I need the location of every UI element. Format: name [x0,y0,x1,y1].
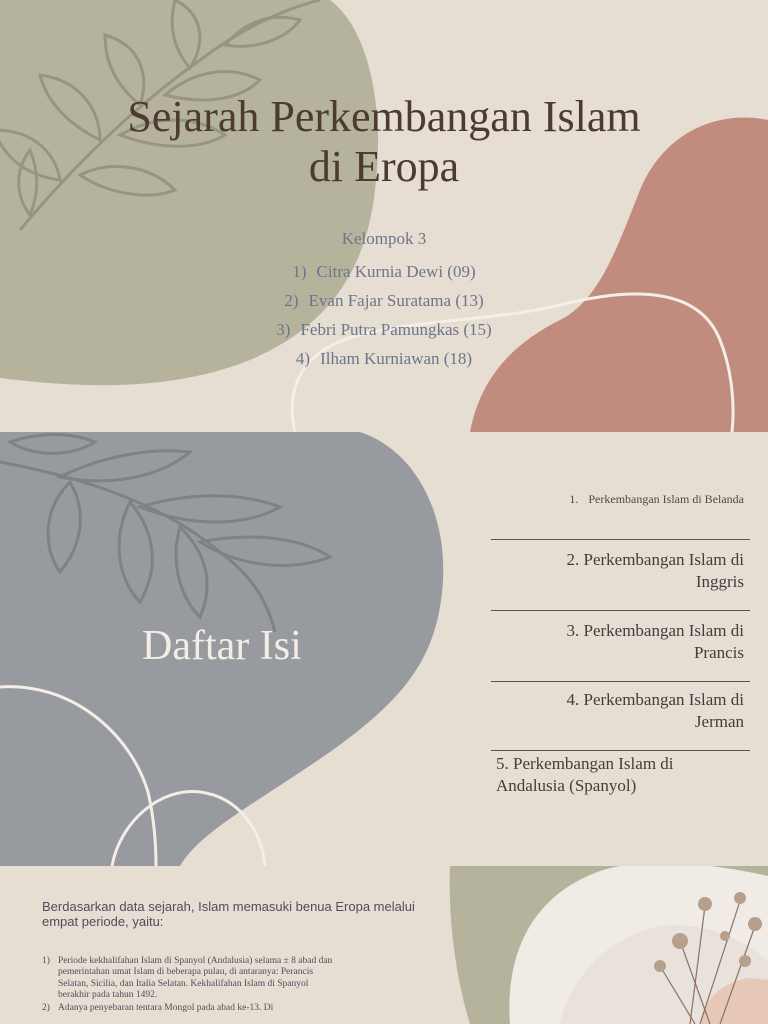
toc-item-2 [514,549,744,593]
member-number: 2) [284,291,299,310]
period-text: Adanya penyebaran tentara Mongol pada abad ke-13. Di [58,1002,274,1013]
period-item [42,956,342,1002]
toc-item-line: 3. Perkembangan Islam di [566,621,744,640]
member-number: 4) [295,349,311,368]
table-of-contents-slide [0,432,768,866]
period-list [42,956,342,1015]
toc-item-5 [496,753,746,797]
toc-item-line: 4. Perkembangan Islam di [566,690,744,709]
toc-divider [491,610,750,611]
toc-item-number: 1. [569,492,579,506]
toc-item-line: 5. Perkembangan Islam di [496,754,674,773]
period-text: Periode kekhalifahan Islam di Spanyol (Andalusia) selama ± 8 abad dan pemerintahan umat Islam di beberapa pulau, di antaranya: Perancis Selatan, Sicilia, dan Italia Selatan. Kekhalifahan Islam di Spanyol berakhir pada tahun 1492. [58,956,333,1001]
presentation-title [0,92,768,192]
period-number: 1) [42,956,50,966]
member-item [0,286,768,315]
intro-paragraph: Berdasarkan data sejarah, Islam memasuki benua Eropa melalui empat periode, yaitu: [42,899,415,929]
title-line-1: Sejarah Perkembangan Islam [127,92,641,141]
member-item [0,315,768,344]
toc-item-line: Prancis [693,643,744,662]
member-name: Febri Putra Pamungkas (15) [300,320,492,339]
title-slide [0,0,768,432]
member-name: Ilham Kurniawan (18) [320,349,473,368]
toc-title: Daftar Isi [142,623,302,669]
member-list [0,257,768,373]
toc-divider [491,539,750,540]
toc-item-line: Jerman [694,712,744,731]
toc-item-4 [514,689,744,733]
member-name: Evan Fajar Suratama (13) [308,291,484,310]
member-number: 1) [292,262,307,281]
content-slide [0,866,768,1024]
member-item [0,257,768,286]
title-line-2: di Eropa [308,142,460,191]
group-label: Kelompok 3 [341,229,427,248]
toc-item-3 [514,620,744,664]
toc-item-line: Andalusia (Spanyol) [496,776,637,795]
toc-divider [491,681,750,682]
toc-item-line: 2. Perkembangan Islam di [566,550,744,569]
period-number: 2) [42,1002,50,1013]
period-item [42,1003,342,1014]
toc-item-1 [569,492,744,507]
member-number: 3) [276,320,291,339]
toc-divider [491,750,750,751]
toc-item-line: Inggris [695,572,744,591]
member-item [0,344,768,373]
toc-item-text: Perkembangan Islam di Belanda [588,492,744,506]
member-name: Citra Kurnia Dewi (09) [316,262,476,281]
